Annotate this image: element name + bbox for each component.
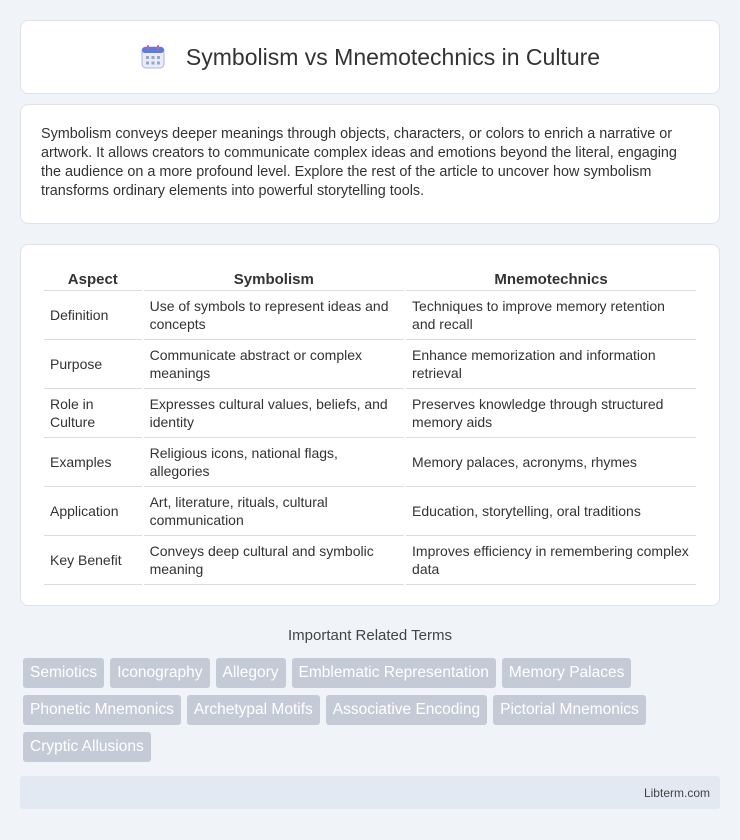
- table-row: [44, 389, 696, 438]
- footer-site-link[interactable]: Libterm.com: [643, 785, 710, 800]
- row-symbolism: Religious icons, national flags, allegories: [144, 438, 404, 487]
- related-term-tag[interactable]: Associative Encoding: [326, 695, 487, 725]
- header-mnemotechnics: Mnemotechnics: [406, 265, 696, 291]
- comparison-table-card: [20, 244, 720, 606]
- row-symbolism: Conveys deep cultural and symbolic meaning: [144, 536, 404, 585]
- table-header-row: [44, 265, 696, 291]
- table-row: [44, 438, 696, 487]
- table-row: [44, 340, 696, 389]
- related-term-tag[interactable]: Iconography: [110, 658, 209, 688]
- row-aspect: Role in Culture: [44, 389, 142, 438]
- row-aspect: Definition: [44, 291, 142, 340]
- table-row: [44, 291, 696, 340]
- related-term-tag[interactable]: Allegory: [216, 658, 286, 688]
- related-term-tag[interactable]: Phonetic Mnemonics: [23, 695, 181, 725]
- related-term-tag[interactable]: Semiotics: [23, 658, 104, 688]
- footer: [20, 776, 720, 809]
- comparison-table: [42, 265, 698, 585]
- related-terms-title: Important Related Terms: [288, 627, 452, 644]
- row-mnemotechnics: Memory palaces, acronyms, rhymes: [406, 438, 696, 487]
- intro-card: [20, 104, 720, 224]
- table-row: [44, 536, 696, 585]
- row-aspect: Application: [44, 487, 142, 536]
- related-term-tag[interactable]: Cryptic Allusions: [23, 732, 151, 762]
- row-aspect: Purpose: [44, 340, 142, 389]
- related-term-tag[interactable]: Memory Palaces: [502, 658, 631, 688]
- row-symbolism: Expresses cultural values, beliefs, and identity: [144, 389, 404, 438]
- row-mnemotechnics: Education, storytelling, oral traditions: [406, 487, 696, 536]
- header-card: [20, 20, 720, 94]
- row-symbolism: Communicate abstract or complex meanings: [144, 340, 404, 389]
- row-aspect: Key Benefit: [44, 536, 142, 585]
- related-terms-list: [23, 658, 713, 762]
- row-mnemotechnics: Improves efficiency in remembering complex data: [406, 536, 696, 585]
- related-term-tag[interactable]: Pictorial Mnemonics: [493, 695, 646, 725]
- row-symbolism: Use of symbols to represent ideas and concepts: [144, 291, 404, 340]
- header-symbolism: Symbolism: [144, 265, 404, 291]
- table-row: [44, 487, 696, 536]
- header-aspect: Aspect: [44, 265, 142, 291]
- intro-text: Symbolism conveys deeper meanings through objects, characters, or colors to enrich a narrative or artwork. It allows creators to communicate complex ideas and emotions beyond the literal, engaging the audience on a more profound level. Explore the rest of the article to uncover how symbolism transforms ordinary elements into powerful storytelling tools.: [41, 126, 677, 199]
- related-term-tag[interactable]: Emblematic Representation: [292, 658, 496, 688]
- calendar-icon: [140, 44, 166, 70]
- row-mnemotechnics: Enhance memorization and information retrieval: [406, 340, 696, 389]
- page-title: Symbolism vs Mnemotechnics in Culture: [185, 43, 601, 70]
- related-term-tag[interactable]: Archetypal Motifs: [187, 695, 320, 725]
- row-mnemotechnics: Techniques to improve memory retention and recall: [406, 291, 696, 340]
- row-aspect: Examples: [44, 438, 142, 487]
- row-symbolism: Art, literature, rituals, cultural communication: [144, 487, 404, 536]
- row-mnemotechnics: Preserves knowledge through structured memory aids: [406, 389, 696, 438]
